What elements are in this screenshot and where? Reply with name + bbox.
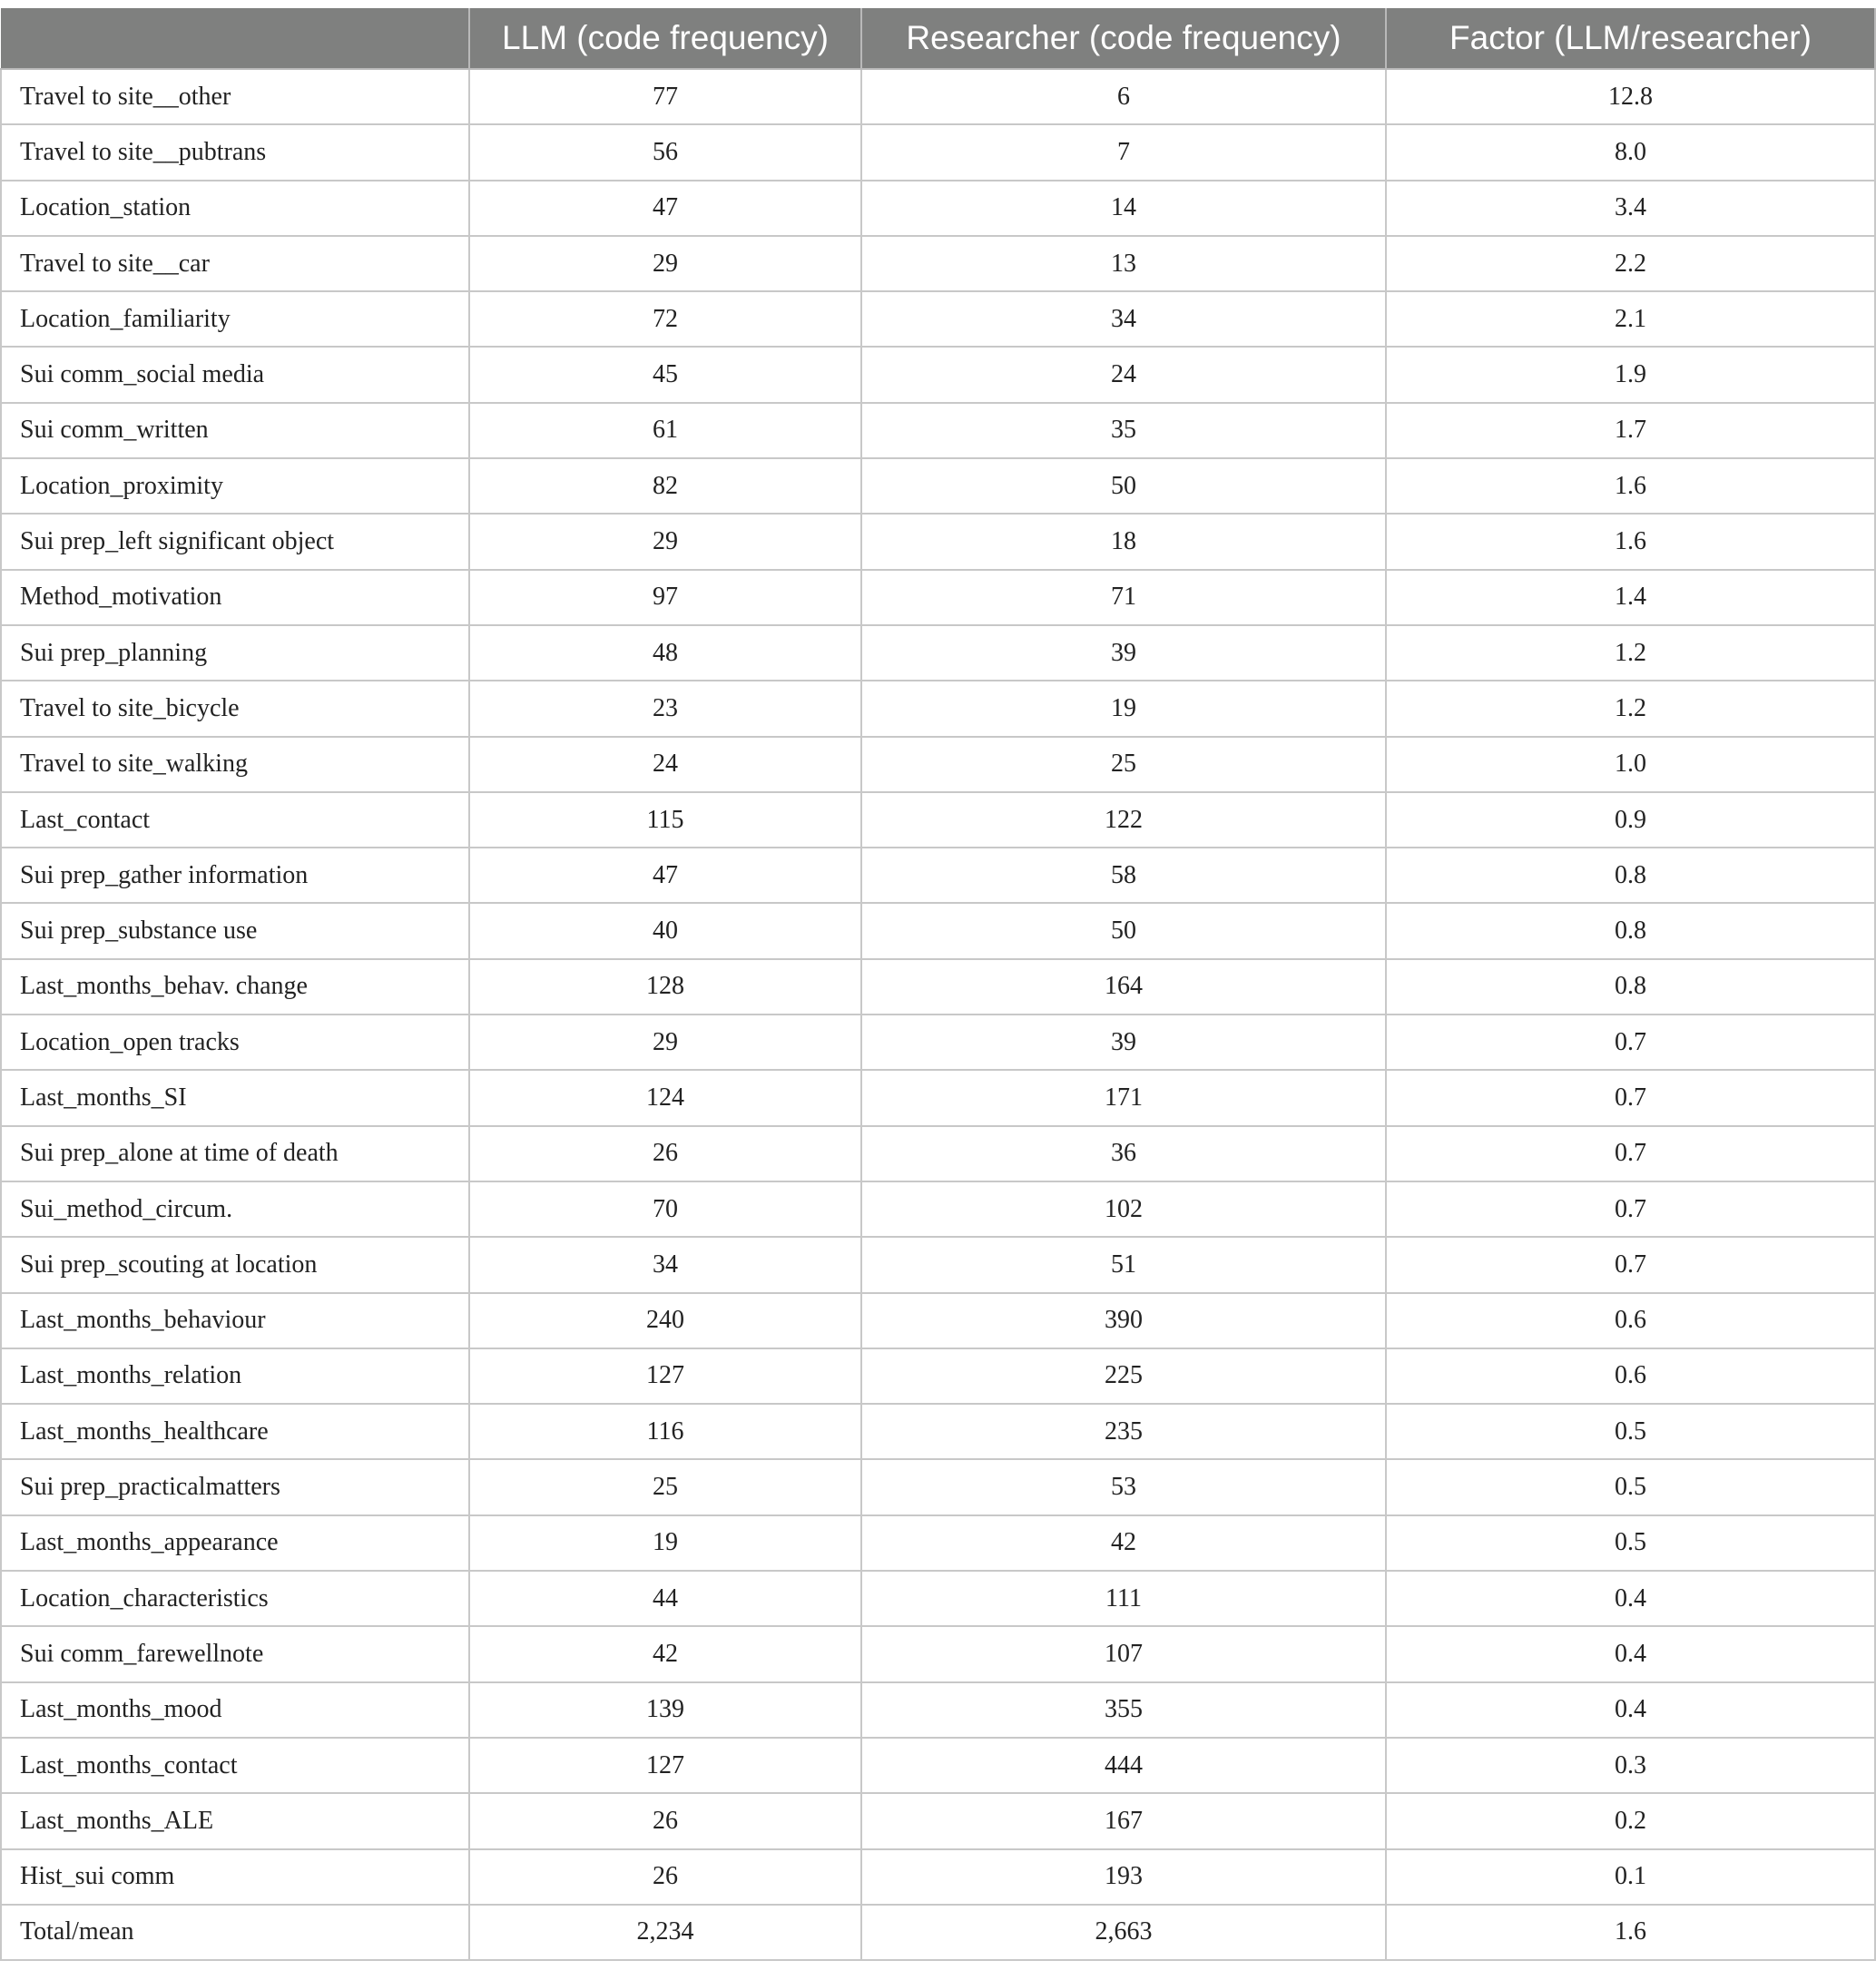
cell-llm: 70 — [469, 1181, 861, 1237]
header-factor: Factor (LLM/researcher) — [1386, 8, 1875, 69]
cell-factor: 1.9 — [1386, 347, 1875, 402]
cell-code: Sui prep_planning — [1, 625, 469, 681]
table-row — [1, 903, 1875, 958]
table-row — [1, 625, 1875, 681]
cell-factor: 3.4 — [1386, 181, 1875, 236]
cell-code: Last_months_relation — [1, 1348, 469, 1404]
cell-factor: 8.0 — [1386, 124, 1875, 180]
cell-code: Location_open tracks — [1, 1015, 469, 1070]
cell-factor: 0.8 — [1386, 903, 1875, 958]
cell-code: Last_months_mood — [1, 1682, 469, 1738]
table-row — [1, 514, 1875, 569]
cell-researcher: 42 — [861, 1515, 1386, 1571]
cell-llm: 24 — [469, 737, 861, 792]
header-researcher: Researcher (code frequency) — [861, 8, 1386, 69]
cell-researcher: 36 — [861, 1126, 1386, 1181]
table-row — [1, 403, 1875, 458]
cell-llm: 42 — [469, 1626, 861, 1681]
cell-researcher: 14 — [861, 181, 1386, 236]
cell-llm: 25 — [469, 1459, 861, 1514]
cell-factor: 0.7 — [1386, 1181, 1875, 1237]
cell-llm: 44 — [469, 1571, 861, 1626]
cell-factor: 1.7 — [1386, 403, 1875, 458]
cell-factor: 0.1 — [1386, 1849, 1875, 1905]
cell-llm: 40 — [469, 903, 861, 958]
cell-factor: 0.5 — [1386, 1404, 1875, 1459]
cell-llm: 2,234 — [469, 1905, 861, 1960]
cell-factor: 0.8 — [1386, 848, 1875, 903]
cell-code: Last_months_ALE — [1, 1793, 469, 1848]
cell-code: Travel to site__pubtrans — [1, 124, 469, 180]
cell-code: Location_proximity — [1, 458, 469, 514]
cell-code: Travel to site__car — [1, 236, 469, 291]
cell-factor: 0.9 — [1386, 792, 1875, 848]
cell-researcher: 58 — [861, 848, 1386, 903]
table-row — [1, 347, 1875, 402]
cell-factor: 0.6 — [1386, 1293, 1875, 1348]
cell-llm: 128 — [469, 959, 861, 1015]
cell-llm: 127 — [469, 1348, 861, 1404]
cell-code: Travel to site_bicycle — [1, 681, 469, 736]
cell-factor: 0.4 — [1386, 1571, 1875, 1626]
cell-code: Sui_method_circum. — [1, 1181, 469, 1237]
cell-researcher: 6 — [861, 69, 1386, 124]
cell-researcher: 51 — [861, 1237, 1386, 1292]
table-row — [1, 1459, 1875, 1514]
table-row — [1, 681, 1875, 736]
cell-code: Last_months_appearance — [1, 1515, 469, 1571]
cell-llm: 26 — [469, 1849, 861, 1905]
cell-llm: 26 — [469, 1126, 861, 1181]
table-row — [1, 1181, 1875, 1237]
cell-code: Sui prep_gather information — [1, 848, 469, 903]
cell-researcher: 193 — [861, 1849, 1386, 1905]
table-row — [1, 1126, 1875, 1181]
cell-code: Sui comm_social media — [1, 347, 469, 402]
cell-llm: 48 — [469, 625, 861, 681]
cell-factor: 1.0 — [1386, 737, 1875, 792]
cell-code: Sui prep_scouting at location — [1, 1237, 469, 1292]
table-row — [1, 737, 1875, 792]
cell-researcher: 53 — [861, 1459, 1386, 1514]
cell-code: Location_station — [1, 181, 469, 236]
table-row — [1, 1070, 1875, 1125]
cell-code: Location_familiarity — [1, 291, 469, 347]
cell-factor: 0.4 — [1386, 1682, 1875, 1738]
table-row — [1, 1237, 1875, 1292]
cell-researcher: 25 — [861, 737, 1386, 792]
cell-factor: 1.6 — [1386, 458, 1875, 514]
table-row — [1, 458, 1875, 514]
cell-llm: 61 — [469, 403, 861, 458]
table-row — [1, 181, 1875, 236]
table-row — [1, 959, 1875, 1015]
cell-factor: 0.5 — [1386, 1459, 1875, 1514]
cell-factor: 0.7 — [1386, 1070, 1875, 1125]
cell-researcher: 444 — [861, 1738, 1386, 1793]
table-row — [1, 1682, 1875, 1738]
cell-researcher: 50 — [861, 458, 1386, 514]
cell-researcher: 225 — [861, 1348, 1386, 1404]
cell-code: Travel to site_walking — [1, 737, 469, 792]
cell-llm: 29 — [469, 236, 861, 291]
cell-code: Hist_sui comm — [1, 1849, 469, 1905]
table-row — [1, 1348, 1875, 1404]
cell-llm: 97 — [469, 570, 861, 625]
cell-code: Sui prep_alone at time of death — [1, 1126, 469, 1181]
cell-researcher: 39 — [861, 1015, 1386, 1070]
cell-llm: 45 — [469, 347, 861, 402]
code-frequency-table — [0, 8, 1876, 1961]
cell-factor: 1.2 — [1386, 625, 1875, 681]
cell-llm: 56 — [469, 124, 861, 180]
cell-factor: 0.2 — [1386, 1793, 1875, 1848]
table-header — [1, 8, 1875, 69]
cell-factor: 1.6 — [1386, 514, 1875, 569]
cell-researcher: 355 — [861, 1682, 1386, 1738]
header-code — [1, 8, 469, 69]
cell-factor: 0.7 — [1386, 1015, 1875, 1070]
cell-factor: 0.3 — [1386, 1738, 1875, 1793]
cell-llm: 47 — [469, 181, 861, 236]
table-row — [1, 1571, 1875, 1626]
table-row — [1, 792, 1875, 848]
table-row — [1, 124, 1875, 180]
header-llm: LLM (code frequency) — [469, 8, 861, 69]
header-row — [1, 8, 1875, 69]
table-row-total — [1, 1905, 1875, 1960]
table-row — [1, 1404, 1875, 1459]
cell-factor: 0.7 — [1386, 1237, 1875, 1292]
cell-llm: 124 — [469, 1070, 861, 1125]
cell-researcher: 102 — [861, 1181, 1386, 1237]
cell-factor: 0.8 — [1386, 959, 1875, 1015]
cell-llm: 240 — [469, 1293, 861, 1348]
cell-researcher: 167 — [861, 1793, 1386, 1848]
table-row — [1, 1738, 1875, 1793]
cell-llm: 19 — [469, 1515, 861, 1571]
cell-factor: 0.7 — [1386, 1126, 1875, 1181]
table-row — [1, 1515, 1875, 1571]
cell-llm: 115 — [469, 792, 861, 848]
cell-factor: 2.1 — [1386, 291, 1875, 347]
cell-llm: 34 — [469, 1237, 861, 1292]
cell-researcher: 19 — [861, 681, 1386, 736]
table-row — [1, 570, 1875, 625]
table-row — [1, 291, 1875, 347]
cell-code: Method_motivation — [1, 570, 469, 625]
cell-llm: 29 — [469, 514, 861, 569]
cell-researcher: 107 — [861, 1626, 1386, 1681]
cell-researcher: 50 — [861, 903, 1386, 958]
cell-researcher: 13 — [861, 236, 1386, 291]
cell-llm: 26 — [469, 1793, 861, 1848]
cell-researcher: 2,663 — [861, 1905, 1386, 1960]
cell-code: Last_months_behaviour — [1, 1293, 469, 1348]
table-row — [1, 1849, 1875, 1905]
table-row — [1, 1293, 1875, 1348]
cell-factor: 2.2 — [1386, 236, 1875, 291]
table-row — [1, 1015, 1875, 1070]
cell-researcher: 34 — [861, 291, 1386, 347]
cell-researcher: 122 — [861, 792, 1386, 848]
cell-code: Sui prep_practicalmatters — [1, 1459, 469, 1514]
cell-llm: 139 — [469, 1682, 861, 1738]
table-row — [1, 69, 1875, 124]
cell-code: Sui prep_substance use — [1, 903, 469, 958]
table-row — [1, 848, 1875, 903]
cell-researcher: 171 — [861, 1070, 1386, 1125]
cell-code: Total/mean — [1, 1905, 469, 1960]
cell-code: Last_months_healthcare — [1, 1404, 469, 1459]
cell-llm: 116 — [469, 1404, 861, 1459]
cell-factor: 1.6 — [1386, 1905, 1875, 1960]
cell-code: Travel to site__other — [1, 69, 469, 124]
cell-code: Sui comm_written — [1, 403, 469, 458]
cell-researcher: 39 — [861, 625, 1386, 681]
cell-code: Sui comm_farewellnote — [1, 1626, 469, 1681]
cell-researcher: 35 — [861, 403, 1386, 458]
cell-factor: 12.8 — [1386, 69, 1875, 124]
cell-code: Last_months_behav. change — [1, 959, 469, 1015]
cell-researcher: 71 — [861, 570, 1386, 625]
cell-researcher: 235 — [861, 1404, 1386, 1459]
cell-researcher: 111 — [861, 1571, 1386, 1626]
cell-factor: 1.4 — [1386, 570, 1875, 625]
table-row — [1, 1793, 1875, 1848]
cell-llm: 23 — [469, 681, 861, 736]
cell-factor: 0.4 — [1386, 1626, 1875, 1681]
table-body — [1, 69, 1875, 1960]
cell-code: Last_months_contact — [1, 1738, 469, 1793]
cell-researcher: 18 — [861, 514, 1386, 569]
cell-code: Last_months_SI — [1, 1070, 469, 1125]
cell-factor: 0.6 — [1386, 1348, 1875, 1404]
cell-code: Sui prep_left significant object — [1, 514, 469, 569]
cell-researcher: 24 — [861, 347, 1386, 402]
cell-researcher: 390 — [861, 1293, 1386, 1348]
cell-llm: 77 — [469, 69, 861, 124]
cell-factor: 0.5 — [1386, 1515, 1875, 1571]
table-row — [1, 236, 1875, 291]
cell-llm: 72 — [469, 291, 861, 347]
cell-llm: 29 — [469, 1015, 861, 1070]
cell-llm: 82 — [469, 458, 861, 514]
cell-researcher: 164 — [861, 959, 1386, 1015]
table-row — [1, 1626, 1875, 1681]
cell-factor: 1.2 — [1386, 681, 1875, 736]
cell-code: Location_characteristics — [1, 1571, 469, 1626]
cell-llm: 47 — [469, 848, 861, 903]
cell-researcher: 7 — [861, 124, 1386, 180]
cell-llm: 127 — [469, 1738, 861, 1793]
cell-code: Last_contact — [1, 792, 469, 848]
